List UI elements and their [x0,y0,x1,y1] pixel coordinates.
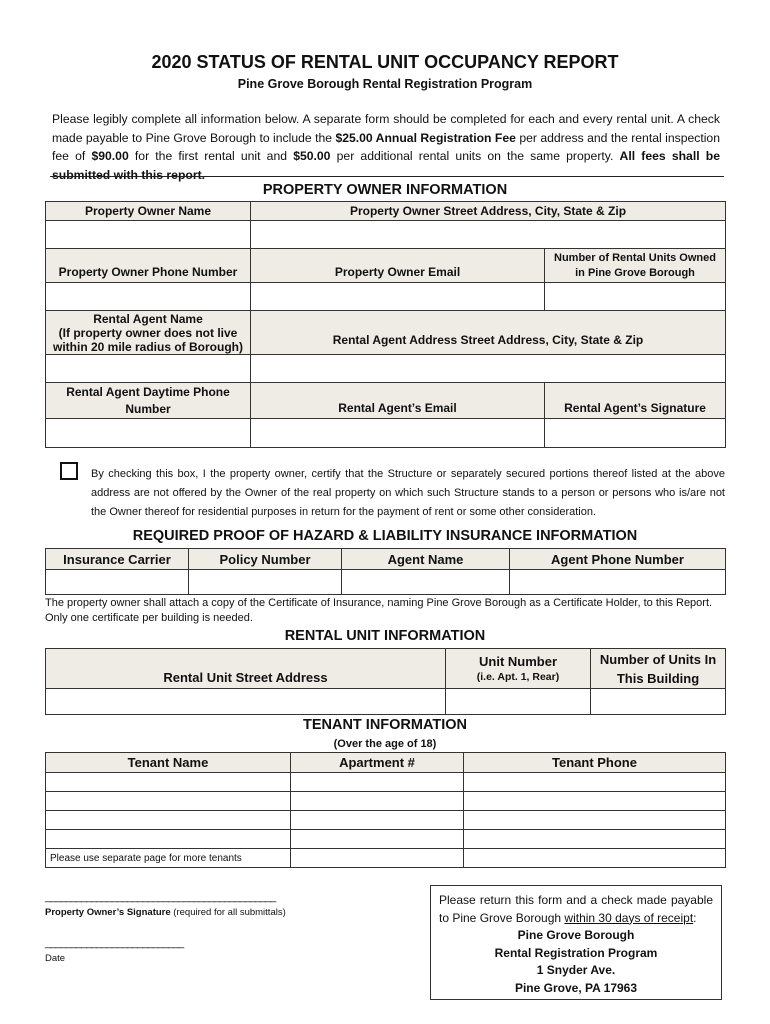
insurance-carrier-header: Insurance Carrier [46,549,189,570]
street-address-header: Rental Unit Street Address [46,649,446,689]
agent-name-label: Rental Agent Name [93,311,203,326]
tenant-section-heading: TENANT INFORMATION [302,717,468,733]
table-row [46,773,726,792]
owner-address-header: Property Owner Street Address, City, State & Zip [251,202,726,221]
apartment-field[interactable] [291,773,464,792]
insurance-table [45,548,726,595]
agent-name-field[interactable] [46,355,251,383]
owner-email-header: Property Owner Email [251,249,545,283]
intro-divider [50,176,724,177]
owner-signature-label [45,907,286,918]
tenant-phone-field[interactable] [464,792,726,811]
tenant-name-header: Tenant Name [46,753,291,773]
apartment-field[interactable] [291,830,464,849]
table-row [46,792,726,811]
owner-phone-header: Property Owner Phone Number [46,249,251,283]
rental-unit-section-heading: RENTAL UNIT INFORMATION [284,628,486,644]
tenant-phone-field[interactable] [464,830,726,849]
street-address-field[interactable] [46,689,446,715]
tenant-name-field[interactable] [46,773,291,792]
return-colon: : [693,910,697,925]
certification-text: By checking this box, I the property owner, certify that the Structure or separately secured portions thereof listed at the above address are not offered by the Owner of the real property on which such Structure stands to a person or persons who is/are not the Owner thereof for residential purposes in return for the payment of rent or some other consideration. [91,468,725,518]
table-row [46,811,726,830]
tenant-name-field[interactable] [46,811,291,830]
apartment-field[interactable] [291,811,464,830]
certification-checkbox[interactable] [60,462,78,480]
owner-address-field[interactable] [251,221,726,249]
insurance-carrier-field[interactable] [46,570,189,595]
insurance-agent-name-field[interactable] [342,570,510,595]
page-subtitle: Pine Grove Borough Rental Registration Program [237,77,533,91]
insurance-note: The property owner shall attach a copy of the Certificate of Insurance, naming Pine Grove Borough as a Certificate Holder, to this Report. Only one certificate per building is needed. [45,597,713,624]
date-line[interactable]: ___________________________ [45,937,184,949]
return-street: 1 Snyder Ave. [536,963,616,977]
tenant-table [45,752,726,868]
return-org: Pine Grove Borough [517,928,635,942]
agent-phone-header: Rental Agent Daytime Phone Number [46,383,251,419]
tenant-phone-header: Tenant Phone [464,753,726,773]
return-instructions-box [430,885,722,1000]
agent-signature-header: Rental Agent’s Signature [545,383,726,419]
apartment-header: Apartment # [291,753,464,773]
tenant-phone-field[interactable] [464,811,726,830]
fees-note: All fees shall be submitted with this report. [52,149,720,182]
first-unit-fee: $90.00 [91,149,129,163]
unit-number-field[interactable] [446,689,591,715]
agent-signature-field[interactable] [545,419,726,448]
intro-text-4: per additional rental units on the same property. [330,149,620,163]
units-owned-field[interactable] [545,283,726,311]
owner-email-field[interactable] [251,283,545,311]
return-city: Pine Grove, PA 17963 [514,980,638,995]
unit-number-header [446,649,591,689]
return-text: Please return this form and a check made payable to Pine Grove Borough [439,893,713,925]
tenant-phone-field[interactable] [464,773,726,792]
unit-number-example: (i.e. Apt. 1, Rear) [476,671,560,683]
annual-fee: $25.00 Annual Registration Fee [335,130,516,145]
intro-paragraph [52,110,720,184]
owner-signature-label-bold: Property Owner’s Signature [45,907,171,918]
intro-text-2: per address and the rental inspection fee of [52,130,720,163]
agent-name-note: (If property owner does not live within 20 mile radius of Borough) [52,325,243,354]
intro-text-1: Please legibly complete all information below. A separate form should be completed for each and every rental unit. A check made payable to Pine Grove Borough to include the [52,112,720,145]
date-label: Date [45,953,66,964]
agent-address-field[interactable] [251,355,726,383]
rental-unit-table [45,648,726,715]
tenant-name-field[interactable] [46,830,291,849]
owner-name-header: Property Owner Name [46,202,251,221]
unit-number-label: Unit Number [479,654,557,669]
policy-number-header: Policy Number [189,549,342,570]
insurance-agent-phone-field[interactable] [510,570,726,595]
apartment-field[interactable] [291,849,464,868]
return-instructions [439,892,713,927]
owner-phone-field[interactable] [46,283,251,311]
insurance-section-heading: REQUIRED PROOF OF HAZARD & LIABILITY INSURANCE INFORMATION [132,528,638,544]
owner-signature-label-note: (required for all submittals) [170,907,286,918]
units-in-building-field[interactable] [591,689,726,715]
agent-email-header: Rental Agent’s Email [251,383,545,419]
owner-table [45,201,726,448]
table-row [46,849,726,868]
intro-text-3: for the first rental unit and [128,149,294,163]
units-in-building-header: Number of Units In This Building [591,649,726,689]
owner-signature-line[interactable]: _____________________________________________ [45,891,276,903]
tenant-section-subheading: (Over the age of 18) [333,738,437,750]
apartment-field[interactable] [291,792,464,811]
more-tenants-note: Please use separate page for more tenants [46,849,291,868]
insurance-agent-phone-header: Agent Phone Number [510,549,726,570]
owner-name-field[interactable] [46,221,251,249]
tenant-phone-field[interactable] [464,849,726,868]
policy-number-field[interactable] [189,570,342,595]
units-owned-header: Number of Rental Units Owned in Pine Grove Borough [545,249,726,283]
agent-address-header: Rental Agent Address Street Address, City, State & Zip [251,311,726,355]
return-program: Rental Registration Program [494,945,658,960]
table-row [46,830,726,849]
page-title: 2020 STATUS OF RENTAL UNIT OCCUPANCY REPORT [151,52,619,72]
agent-email-field[interactable] [251,419,545,448]
insurance-agent-name-header: Agent Name [342,549,510,570]
tenant-name-field[interactable] [46,792,291,811]
additional-unit-fee: $50.00 [293,149,331,163]
owner-section-heading: PROPERTY OWNER INFORMATION [262,182,508,198]
return-deadline: within 30 days of receipt [564,910,694,925]
agent-name-header [46,311,251,355]
agent-phone-field[interactable] [46,419,251,448]
